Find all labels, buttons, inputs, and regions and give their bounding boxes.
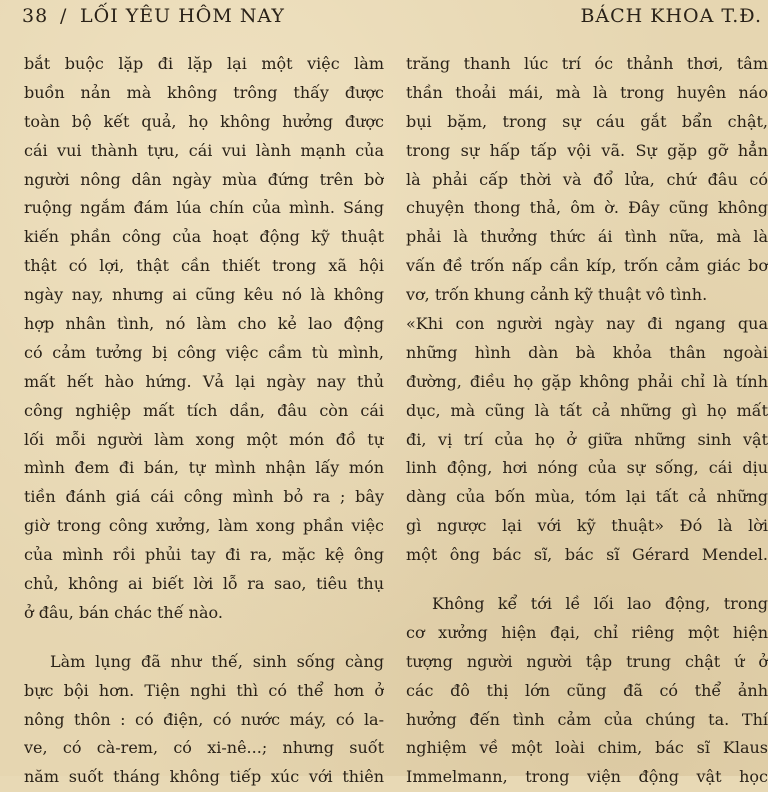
text-line: kiến phần công của hoạt động kỹ thuật bbox=[24, 227, 384, 247]
text-line: Không kể tới lề lối lao động, trong bbox=[432, 594, 768, 614]
text-line: nghiệm về một loài chim, bác sĩ Klaus bbox=[406, 738, 768, 758]
text-line: công nghiệp mất tích dần, đâu còn cái bbox=[24, 400, 384, 420]
text-line: có cảm tưởng bị công việc cầm tù mình, bbox=[24, 342, 384, 362]
text-line: hưởng đến tình cảm của chúng ta. Thí bbox=[406, 709, 768, 729]
text-line: thần thoải mái, mà là trong huyên náo bbox=[406, 82, 768, 102]
text-line: Làm lụng đã như thế, sinh sống càng bbox=[50, 651, 384, 671]
journal-name: BÁCH KHOA T.Đ. bbox=[580, 5, 762, 27]
right-paragraph-2 bbox=[406, 590, 768, 792]
left-column bbox=[24, 50, 384, 792]
text-line: ruộng ngắm đám lúa chín của mình. Sáng bbox=[24, 198, 384, 218]
text-line: cơ xưởng hiện đại, chỉ riêng một hiện bbox=[406, 622, 768, 642]
paragraph-gap bbox=[406, 570, 768, 590]
text-line: cái vui thành tựu, cái vui lành mạnh của bbox=[24, 140, 384, 160]
text-line: bụi bặm, trong sự cáu gắt bẩn chật, bbox=[406, 111, 768, 131]
text-line: đường, điều họ gặp không phải chỉ là tính bbox=[406, 371, 768, 391]
text-line: linh động, hơi nóng của sự sống, cái dịu bbox=[406, 458, 768, 478]
left-paragraph-2 bbox=[24, 648, 384, 792]
right-paragraph-1 bbox=[406, 50, 768, 570]
text-line: giờ trong công xưởng, làm xong phần việc bbox=[24, 516, 384, 536]
text-line: lối mỗi người làm xong một món đồ tự bbox=[24, 429, 384, 449]
text-line: trong sự hấp tấp vội vã. Sự gặp gỡ hẳn bbox=[406, 140, 768, 160]
text-line: Immelmann, trong viện động vật học bbox=[406, 767, 768, 787]
text-line: trăng thanh lúc trí óc thảnh thơi, tâm bbox=[406, 54, 768, 73]
text-line: «Khi con người ngày nay đi ngang qua bbox=[406, 314, 768, 334]
text-line: nông thôn : có điện, có nước máy, có la- bbox=[24, 709, 384, 729]
text-line: những hình dàn bà khỏa thân ngoài bbox=[406, 342, 768, 362]
text-line: mất hết hào hứng. Vả lại ngày nay thủ bbox=[24, 371, 384, 391]
text-line: các đô thị lớn cũng đã có thể ảnh bbox=[406, 680, 768, 700]
text-line: vơ, trốn khung cảnh kỹ thuật vô tình. bbox=[406, 285, 708, 305]
text-line: đi, vị trí của họ ở giữa những sinh vật bbox=[406, 429, 768, 449]
text-line: mình đem đi bán, tự mình nhận lấy món bbox=[24, 458, 384, 478]
left-paragraph-1 bbox=[24, 50, 384, 628]
text-line: buồn nản mà không trông thấy được bbox=[24, 82, 384, 102]
text-line: bắt buộc lặp đi lặp lại một việc làm bbox=[24, 54, 384, 73]
text-line: là phải cấp thời và đổ lửa, chứ đâu có bbox=[406, 169, 768, 189]
text-line: tượng người người tập trung chật ứ ở bbox=[406, 651, 768, 671]
text-line: của mình rồi phủi tay đi ra, mặc kệ ông bbox=[24, 545, 384, 565]
text-line: bực bội hơn. Tiện nghi thì có thể hơn ở bbox=[24, 680, 384, 700]
text-line: ve, có cà-rem, có xi-nê...; nhưng suốt bbox=[24, 738, 384, 758]
text-line: chuyện thong thả, ôm ờ. Đây cũng không bbox=[406, 198, 768, 218]
text-line: ở đâu, bán chác thế nào. bbox=[24, 602, 223, 622]
text-line: dục, mà cũng là tất cả những gì họ mất bbox=[406, 400, 768, 420]
text-line: phải là thưởng thức ái tình nữa, mà là bbox=[406, 227, 768, 247]
running-header bbox=[22, 5, 768, 35]
text-line: thật có lợi, thật cần thiết trong xã hội bbox=[24, 256, 384, 276]
text-line: toàn bộ kết quả, họ không hưởng được bbox=[24, 111, 384, 131]
text-line: tiền đánh giá cái công mình bỏ ra ; bây bbox=[24, 487, 384, 507]
text-line: năm suốt tháng không tiếp xúc với thiên bbox=[24, 767, 384, 787]
text-line: người nông dân ngày mùa đứng trên bờ bbox=[24, 169, 384, 189]
text-line: gì ngược lại với kỹ thuật» Đó là lời bbox=[406, 516, 768, 536]
text-line: dàng của bốn mùa, tóm lại tất cả những bbox=[406, 487, 768, 507]
text-line: hợp nhân tình, nó làm cho kẻ lao động bbox=[24, 314, 384, 334]
header-separator: / bbox=[60, 5, 68, 27]
section-title: LỐI YÊU HÔM NAY bbox=[80, 5, 285, 27]
text-line: một ông bác sĩ, bác sĩ Gérard Mendel. bbox=[406, 545, 768, 565]
text-line: chủ, không ai biết lời lỗ ra sao, tiêu thụ bbox=[24, 574, 384, 594]
right-column bbox=[406, 50, 768, 792]
text-line: ngày nay, nhưng ai cũng kêu nó là không bbox=[24, 285, 384, 305]
page-number: 38 bbox=[22, 5, 49, 27]
paragraph-gap bbox=[24, 628, 384, 648]
text-line: vấn đề trốn nấp cần kíp, trốn cảm giác bơ bbox=[406, 256, 768, 276]
